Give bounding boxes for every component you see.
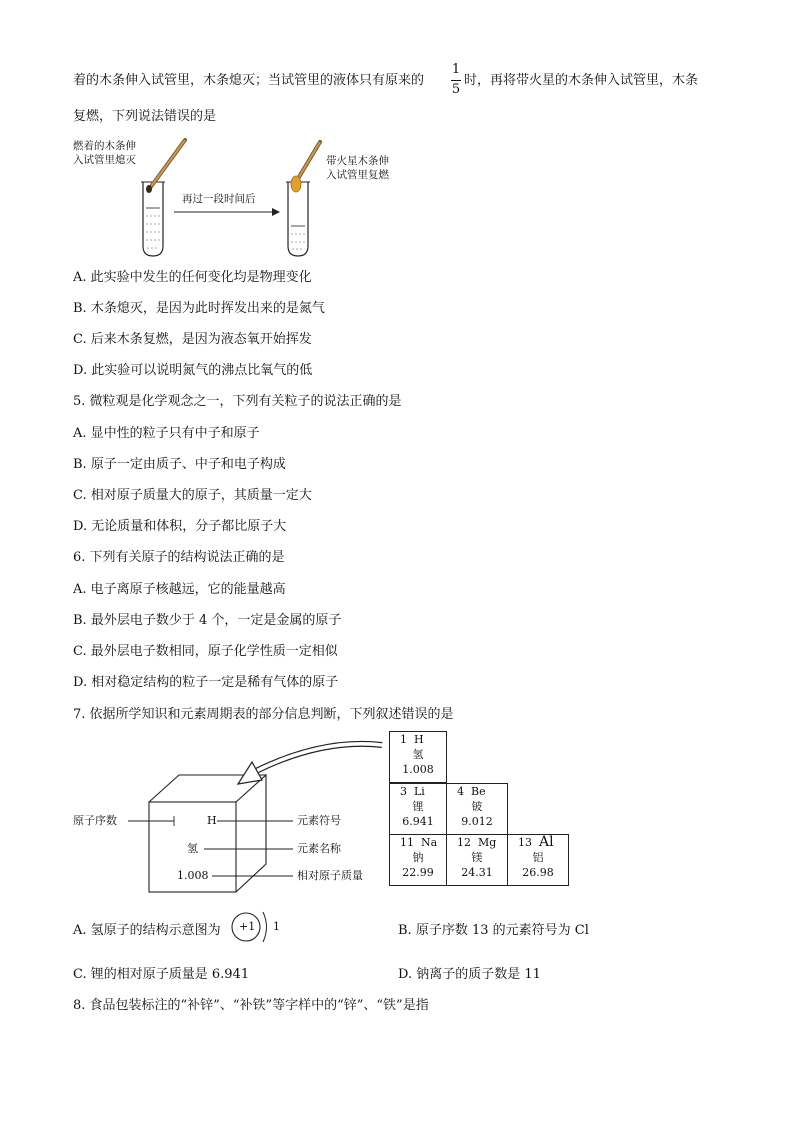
electron-shell-count: 1 [273, 920, 280, 933]
q4-option-d[interactable]: D. 此实验可以说明氮气的沸点比氧气的低 [73, 363, 313, 378]
fraction-numerator: 1 [451, 62, 461, 77]
label-atomic-number: 原子序数 [73, 814, 117, 827]
q6-stem: 6. 下列有关原子的结构说法正确的是 [73, 550, 285, 565]
q4-stem-part2: 时，再将带火星的木条伸入试管里，木条 [464, 73, 699, 88]
q5-stem: 5. 微粒观是化学观念之一，下列有关粒子的说法正确的是 [73, 394, 402, 409]
table-cell-mg: 12 Mg 镁 24.31 [446, 834, 508, 886]
label-element-name: 元素名称 [297, 842, 341, 855]
nucleus-charge: +1 [239, 920, 256, 933]
q4-stem-line2: 复燃，下列说法错误的是 [73, 109, 217, 124]
table-cell-li: 3 Li 锂 6.941 [389, 783, 447, 835]
q5-option-a[interactable]: A. 显中性的粒子只有中子和原子 [73, 426, 260, 441]
table-cell-h: 1 H 氢 1.008 [389, 731, 447, 783]
fig-left-label-2: 入试管里熄灭 [73, 154, 136, 166]
fig-arrow-label: 再过一段时间后 [182, 193, 256, 205]
q7-stem: 7. 依据所学知识和元素周期表的部分信息判断，下列叙述错误的是 [73, 707, 454, 722]
cube-name: 氢 [187, 842, 198, 855]
q7-option-b[interactable]: B. 原子序数 13 的元素符号为 Cl [398, 923, 589, 938]
q7-option-d[interactable]: D. 钠离子的质子数是 11 [398, 967, 541, 982]
q4-option-b[interactable]: B. 木条熄灭，是因为此时挥发出来的是氮气 [73, 301, 325, 316]
label-element-symbol: 元素符号 [297, 814, 341, 827]
curved-arrow-icon [238, 744, 382, 784]
q7-option-c[interactable]: C. 锂的相对原子质量是 6.941 [73, 967, 250, 982]
q5-option-c[interactable]: C. 相对原子质量大的原子，其质量一定大 [73, 488, 312, 503]
table-cell-na: 11 Na 钠 22.99 [389, 834, 447, 886]
fig-left-label-1: 燃着的木条伸 [73, 140, 136, 152]
table-cell-al: 13 Al 铝 26.98 [507, 834, 569, 886]
fig-right-label-2: 入试管里复燃 [326, 169, 389, 181]
q6-option-c[interactable]: C. 最外层电子数相同，原子化学性质一定相似 [73, 644, 338, 659]
cube-mass: 1.008 [177, 869, 209, 882]
q8-stem: 8. 食品包装标注的“补锌”、“补铁”等字样中的“锌”、“铁”是指 [73, 998, 429, 1013]
fraction-denominator: 5 [451, 82, 461, 97]
q6-option-d[interactable]: D. 相对稳定结构的粒子一定是稀有气体的原子 [73, 675, 339, 690]
fig-right-label-1: 带火星木条伸 [326, 155, 389, 167]
q5-option-b[interactable]: B. 原子一定由质子、中子和电子构成 [73, 457, 286, 472]
label-relative-mass: 相对原子质量 [297, 869, 363, 882]
q4-option-c[interactable]: C. 后来木条复燃，是因为液态氧开始挥发 [73, 332, 312, 347]
q4-stem-part1: 着的木条伸入试管里，木条熄灭；当试管里的液体只有原来的 [73, 73, 425, 88]
q6-option-a[interactable]: A. 电子离原子核越远，它的能量越高 [73, 582, 286, 597]
q4-option-a[interactable]: A. 此实验中发生的任何变化均是物理变化 [73, 270, 312, 285]
table-cell-be: 4 Be 铍 9.012 [446, 783, 508, 835]
cube-symbol: H [207, 814, 217, 827]
q7-option-a[interactable]: A. 氢原子的结构示意图为 [73, 923, 221, 938]
q5-option-d[interactable]: D. 无论质量和体积，分子都比原子大 [73, 519, 287, 534]
q6-option-b[interactable]: B. 最外层电子数少于 4 个，一定是金属的原子 [73, 613, 342, 628]
